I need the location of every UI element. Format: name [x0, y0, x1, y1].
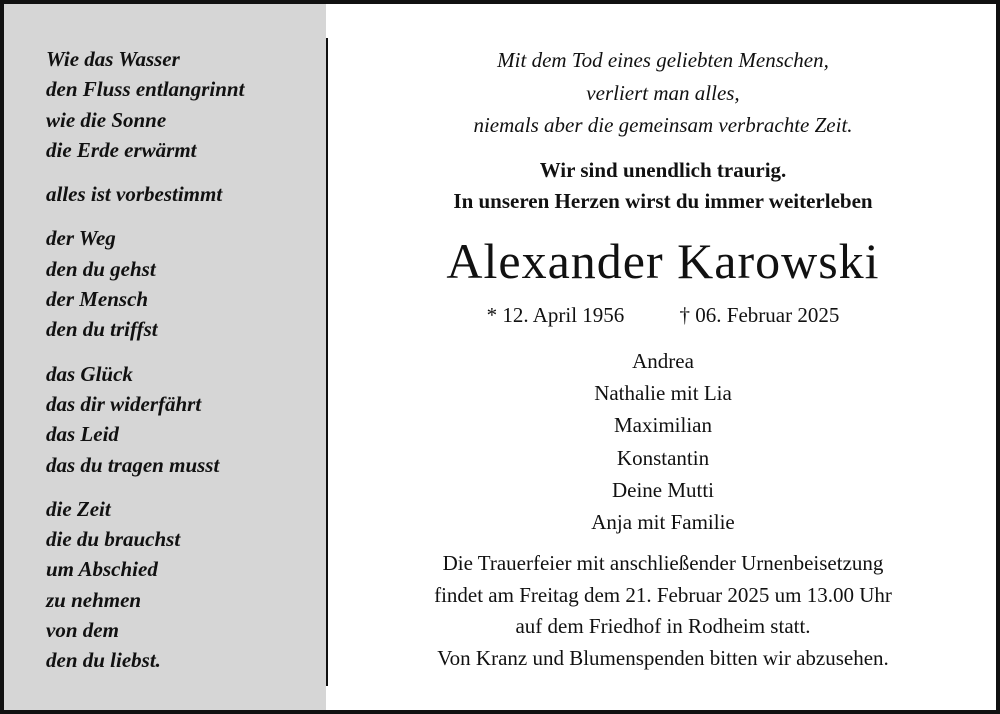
mourner: Nathalie mit Lia	[594, 381, 732, 406]
poem-stanza	[46, 359, 244, 480]
poem-line: der Mensch	[46, 287, 149, 312]
intro-line: verliert man alles,	[586, 80, 740, 105]
mourner: Maximilian	[614, 413, 712, 438]
mourners-list	[330, 345, 996, 538]
poem-stanza	[46, 44, 244, 165]
poem-stanza	[46, 223, 244, 344]
mourner: Konstantin	[616, 445, 710, 470]
poem-line: von dem	[46, 618, 119, 643]
service-details	[330, 548, 996, 674]
column-divider	[326, 38, 328, 686]
poem-line: das dir widerfährt	[46, 391, 202, 416]
mourner: Anja mit Familie	[591, 510, 735, 535]
lead-text	[330, 155, 996, 217]
poem-line: das du tragen musst	[46, 452, 220, 477]
poem-line: die du brauchst	[46, 527, 181, 552]
service-line: findet am Freitag dem 21. Februar 2025 um 13.00 Uhr	[434, 582, 892, 607]
poem-line: den du gehst	[46, 256, 156, 281]
life-dates	[330, 300, 996, 330]
deceased-name: Alexander Karowski	[446, 233, 880, 289]
service-line: auf dem Friedhof in Rodheim statt.	[515, 614, 811, 638]
poem-line: den du liebst.	[46, 648, 161, 673]
poem-line: die Erde erwärmt	[46, 137, 197, 162]
intro-quote	[330, 44, 996, 142]
mourner: Deine Mutti	[611, 477, 715, 502]
poem-line: um Abschied	[46, 557, 158, 582]
poem-line: Wie das Wasser	[46, 47, 180, 71]
poem-line: zu nehmen	[46, 587, 142, 612]
poem-line: das Leid	[46, 422, 119, 447]
intro-line: Mit dem Tod eines geliebten Menschen,	[497, 48, 829, 72]
service-line: Von Kranz und Blumenspenden bitten wir abzusehen.	[437, 645, 889, 670]
birth-date: * 12. April 1956	[486, 303, 625, 327]
poem-stanza	[46, 494, 244, 676]
poem-line: die Zeit	[46, 496, 111, 521]
poem-line: alles ist vorbestimmt	[46, 182, 223, 207]
poem-line: wie die Sonne	[46, 107, 167, 132]
poem	[46, 44, 244, 690]
poem-line: den Fluss entlangrinnt	[46, 77, 245, 102]
lead-line: In unseren Herzen wirst du immer weiterleben	[453, 189, 873, 213]
mourner: Andrea	[632, 349, 694, 373]
death-date: † 06. Februar 2025	[679, 303, 840, 327]
lead-line: Wir sind unendlich traurig.	[539, 158, 787, 182]
poem-line: das Glück	[46, 361, 133, 386]
service-line: Die Trauerfeier mit anschließender Urnenbeisetzung	[442, 551, 884, 575]
poem-stanza	[46, 179, 244, 209]
poem-line: den du triffst	[46, 317, 158, 342]
poem-line: der Weg	[46, 226, 116, 251]
intro-line: niemals aber die gemeinsam verbrachte Zeit.	[473, 113, 853, 137]
